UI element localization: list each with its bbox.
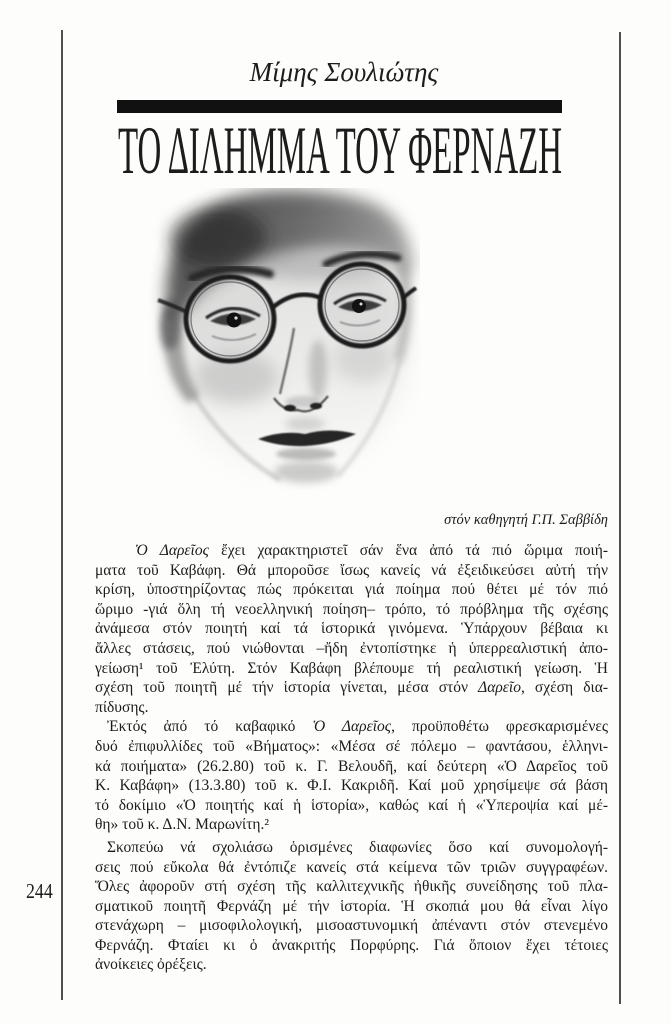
text-line-content <box>95 620 608 637</box>
text-run: τό δοκίμιο «Ὁ ποιητής καί ἡ ἱστορία», καθώς καί ἡ «Ὑπεροψία καί μέ- <box>95 796 608 814</box>
text-line <box>95 858 608 878</box>
text-line-content <box>95 937 608 954</box>
text-line <box>95 815 608 835</box>
text-line <box>95 916 608 936</box>
right-margin-rule <box>619 32 621 1004</box>
text-line-content <box>95 859 608 876</box>
text-line-content <box>95 956 207 973</box>
text-line-content <box>95 878 608 895</box>
text-line <box>95 561 608 581</box>
text-line-content <box>95 562 608 579</box>
text-line-content <box>95 679 608 696</box>
article-title <box>118 116 562 186</box>
paragraph <box>95 541 608 717</box>
text-run: σεις πού εὔκολα θά ἐντόπιζε κανείς στά κείμενα τῶν τριῶν συγγραφέων. <box>95 858 608 876</box>
text-line-content <box>95 816 269 833</box>
italic-poem-title: Ὁ Δαρεῖος <box>312 718 392 736</box>
italic-poem-title: Ὁ Δαρεῖος <box>135 542 209 559</box>
text-run: δυό ἐπιφυλλίδες τοῦ «Βήματος»: «Μέσα σέ πόλεμο – φαντάσου, ἑλληνι- <box>95 737 608 755</box>
text-line <box>95 936 608 956</box>
text-run: πίδυσης. <box>95 698 149 716</box>
paragraph <box>95 717 608 835</box>
text-run: Σκοπεύω νά σχολιάσω ὁρισμένες διαφωνίες ὅσο καί συνομολογή- <box>107 838 608 856</box>
page-number: 244 <box>26 879 53 903</box>
text-line-content <box>95 758 608 775</box>
text-line <box>95 838 608 858</box>
text-run: γείωση¹ τοῦ Ἐλύτη. Στόν Καβάφη βλέπουμε τή ρεαλιστική γείωση. Ἡ <box>95 659 608 677</box>
text-run: ἀνάμεσα στόν ποιητή καί τά ἱστορικά γινόμενα. Ὑπάρχουν βέβαια κι <box>95 620 608 638</box>
text-run: Κ. Καβάφη» (13.3.80) τοῦ κ. Φ.Ι. Κακριδῆ. Καί μοῦ χρησίμεψε σά βάση <box>95 777 608 795</box>
text-run: σχέση τοῦ ποιητῆ μέ τήν ἱστορία γίνεται, μέσα στόν <box>95 679 479 697</box>
text-line-content <box>95 917 608 934</box>
text-line-content <box>107 718 608 735</box>
text-line <box>95 776 608 796</box>
text-line <box>95 639 608 659</box>
text-line-content <box>95 777 608 794</box>
text-line-content <box>95 699 148 716</box>
italic-poem-title: Δαρεῖο <box>478 679 521 697</box>
text-run: σματικοῦ ποιητῆ Φερνάζη μέ τήν ἱστορία. Ἡ σκοπιά μου θά εἶναι λίγο <box>95 897 608 915</box>
text-line-content <box>95 660 608 677</box>
text-line <box>95 717 608 737</box>
text-run: Φερνάζη. Φταίει κι ὁ ἀνακριτής Πορφύρης. Γιά ὅποιον ἔχει τέτοιες <box>95 936 608 954</box>
author-name: Μίμης Σουλιώτης <box>249 57 439 87</box>
text-run: ἄλλες στάσεις, πού νιώθονται –ἤδη ἐντοπίστηκε ἡ ὑπερρεαλιστική ἀπο- <box>95 639 608 657</box>
text-line-content <box>135 542 608 559</box>
text-run: Ἐκτός ἀπό τό καβαφικό <box>107 718 313 736</box>
text-line <box>95 678 608 698</box>
text-line-content <box>95 898 608 915</box>
text-run: , προϋποθέτω φρεσκαρισμένες <box>391 718 608 736</box>
text-line <box>95 541 608 561</box>
text-line <box>95 877 608 897</box>
text-run: ἔχει χαρακτηριστεῖ σάν ἕνα ἀπό τά πιό ὥριμα ποιή- <box>208 542 608 559</box>
paragraph <box>95 838 608 975</box>
dedication: στόν καθηγητή Γ.Π. Σαββίδη <box>444 512 608 528</box>
text-run: κρίση, ὑποστηρίζοντας πώς πρόκειται γιά ποίημα πού θέτει μέ τόν πιό <box>95 581 608 599</box>
text-line-content <box>95 640 608 657</box>
text-line <box>95 737 608 757</box>
text-run: στενάχωρη – μισοφιλολογική, μισοαστυνομική ἀπέναντι στόν στενεμένο <box>95 917 608 935</box>
text-line <box>95 897 608 917</box>
article-body <box>95 541 608 975</box>
text-run: ὥριμο -γιά ὅλη τή νεοελληνική ποίηση– τρόπο, τό πρόβλημα τῆς σχέσης <box>95 600 608 618</box>
text-run: κά ποιήματα» (26.2.80) τοῦ κ. Γ. Βελουδῆ, καί δεύτερη «Ὁ Δαρεῖος τοῦ <box>95 757 608 775</box>
portrait-drawing <box>148 188 420 490</box>
text-line <box>95 955 608 975</box>
text-line-content <box>95 797 608 814</box>
left-margin-rule <box>61 30 63 1000</box>
text-run: Ὅλες ἀφοροῦν στή σχέση τῆς καλλιτεχνικῆς ἠθικῆς συνείδησης τοῦ πλα- <box>95 878 608 896</box>
text-line-content <box>95 581 608 598</box>
article-title-text: ΤΟ ΔΙΛΗΜΜΑ ΤΟΥ ΦΕΡΝΑΖΗ <box>118 116 562 186</box>
text-line <box>95 600 608 620</box>
title-bar <box>117 100 562 113</box>
text-line <box>95 698 608 718</box>
text-line <box>95 757 608 777</box>
text-line <box>95 659 608 679</box>
text-line <box>95 796 608 816</box>
text-line <box>95 580 608 600</box>
text-run: ματα τοῦ Καβάφη. Θά μποροῦσε ἴσως κανείς νά ἐξειδικεύσει αὐτή τήν <box>95 561 608 579</box>
text-run: ἀνοίκειες ὀρέξεις. <box>95 956 207 974</box>
text-line-content <box>107 839 608 856</box>
text-line-content <box>95 601 608 618</box>
text-run: θη» τοῦ κ. Δ.Ν. Μαρωνίτη.² <box>95 816 270 834</box>
text-line <box>95 619 608 639</box>
text-line-content <box>95 738 608 755</box>
text-run: , σχέση δια- <box>520 679 608 697</box>
